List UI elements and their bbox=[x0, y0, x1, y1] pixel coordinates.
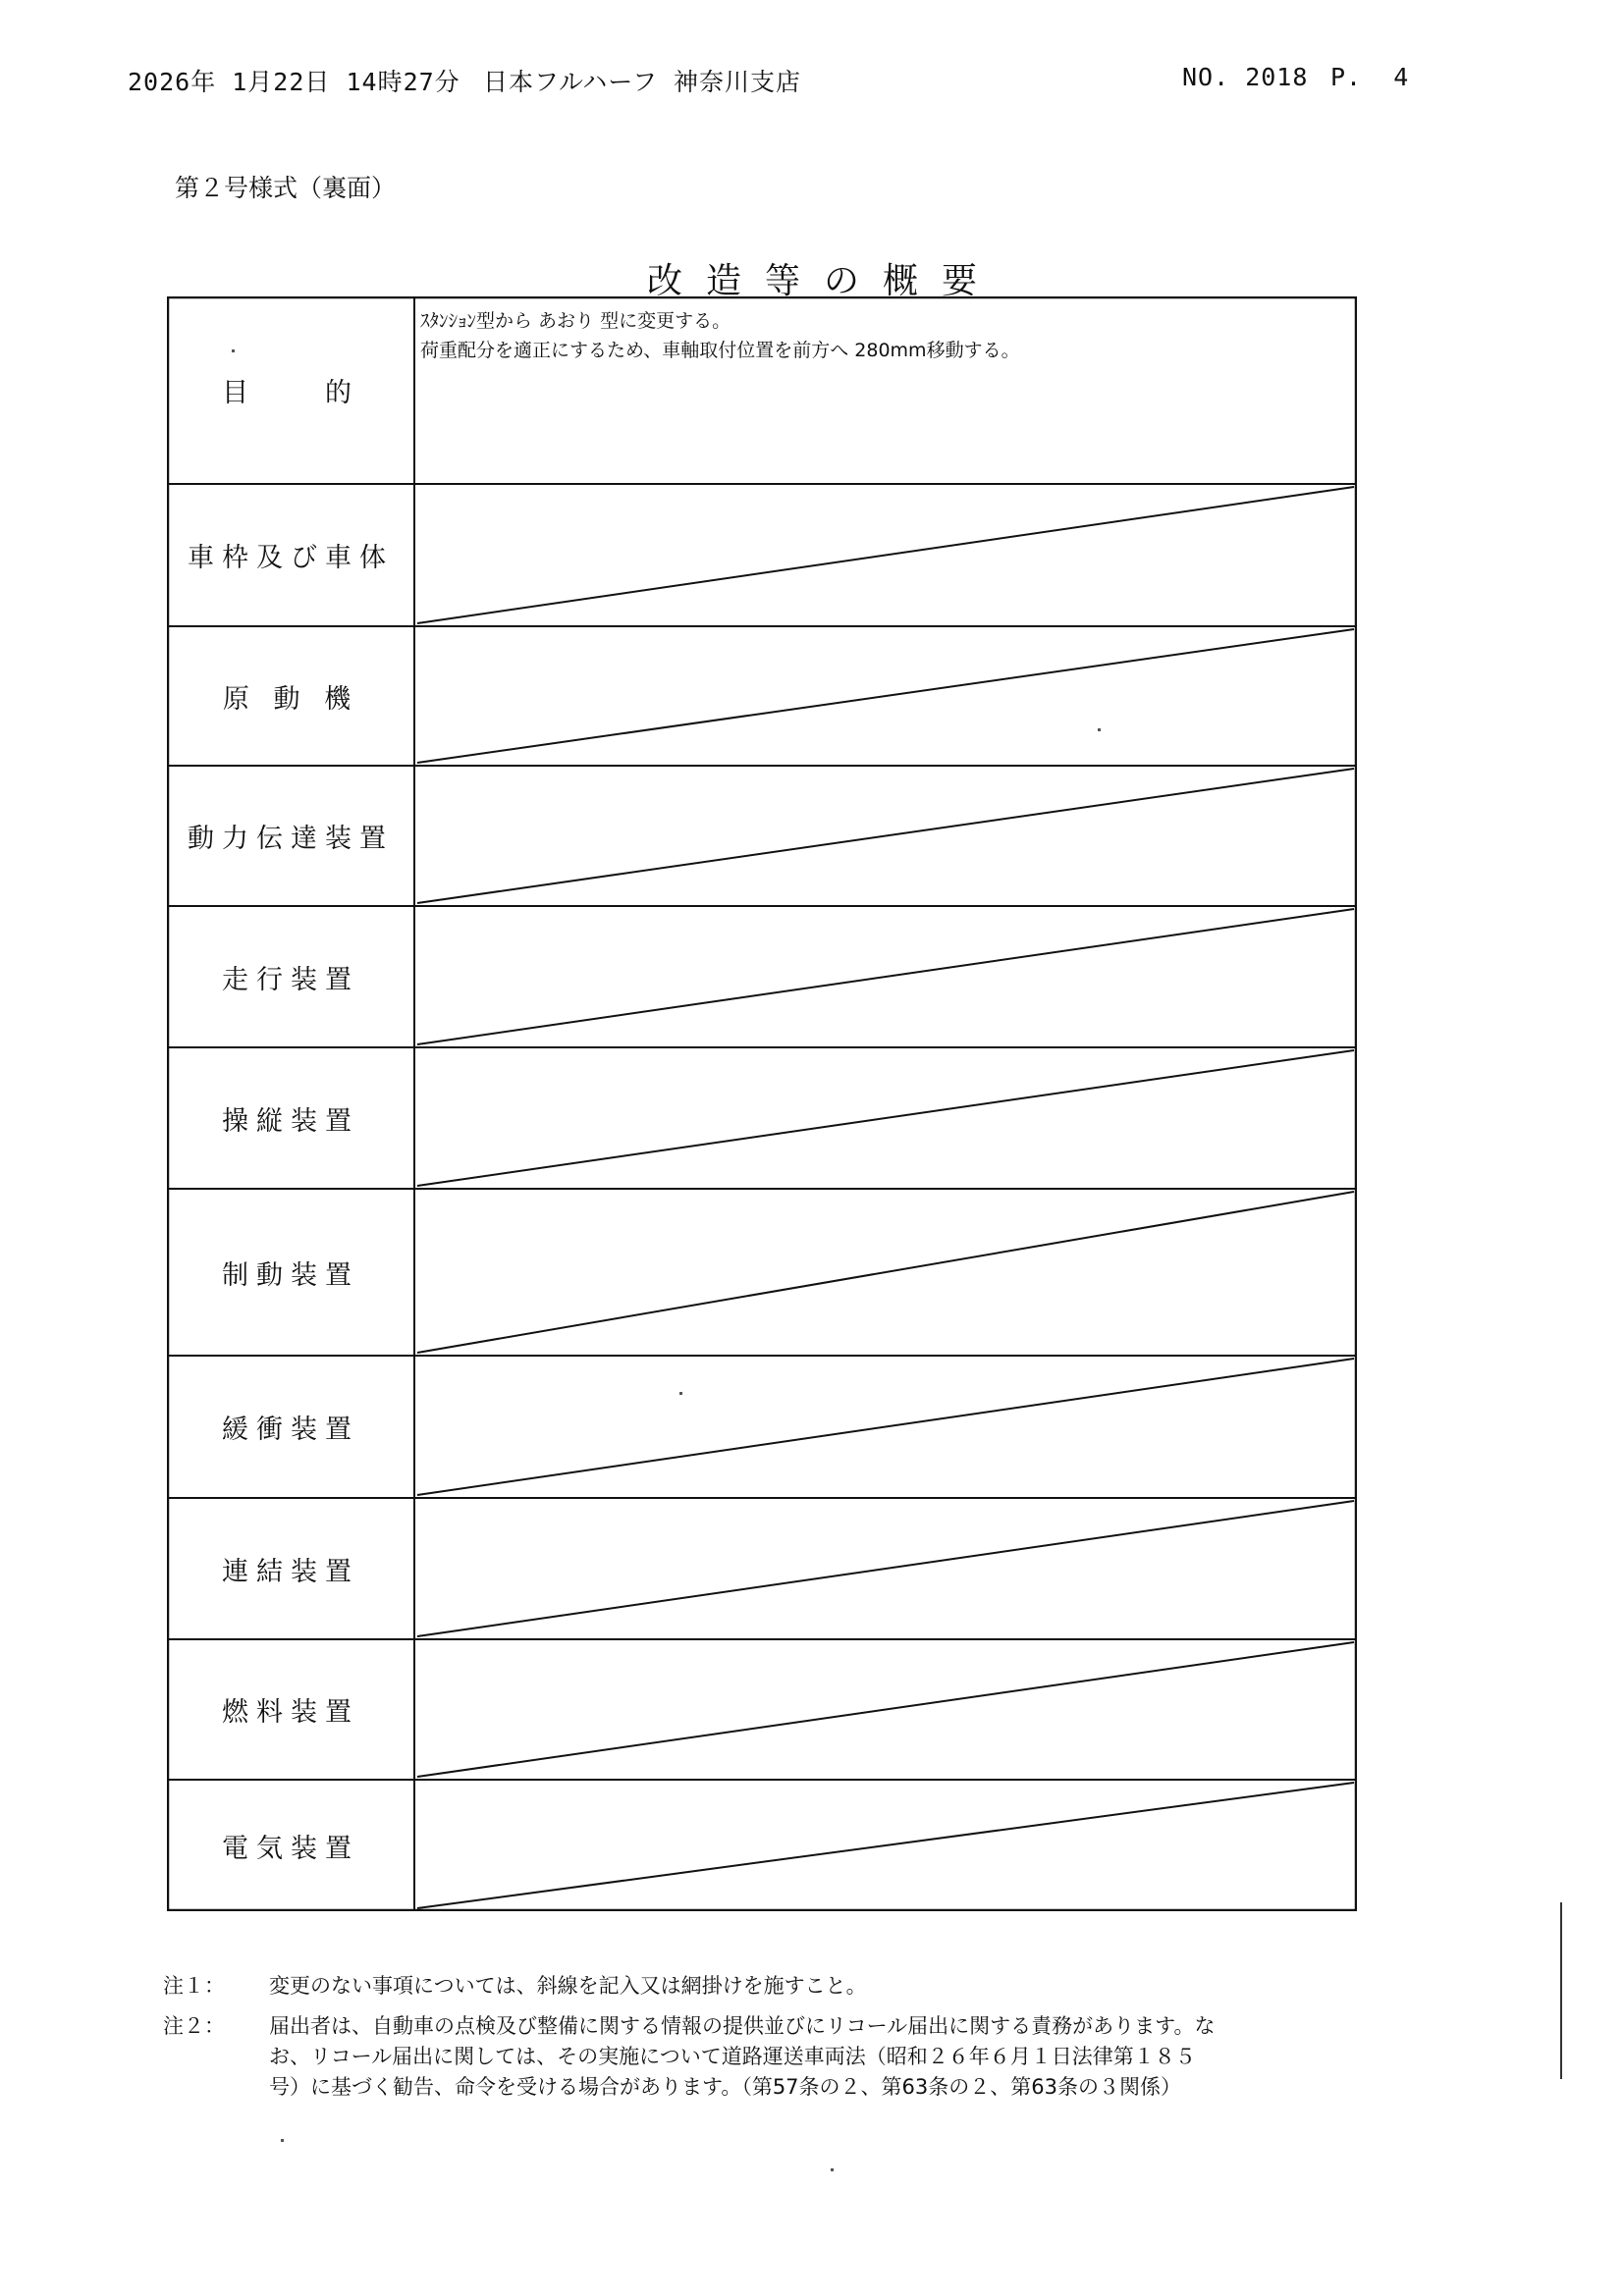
note-label: 注１： bbox=[163, 1974, 225, 1998]
form-number: 第２号様式（裏面） bbox=[175, 174, 397, 202]
row-label-steering: 操縦装置 bbox=[222, 1105, 359, 1137]
fax-page-number: P. 4 bbox=[1330, 63, 1410, 91]
note-1 bbox=[163, 1971, 1380, 2002]
notes bbox=[163, 1971, 1380, 2112]
form-title: 改造等の概要 bbox=[646, 261, 1001, 301]
row-label-power-transmission: 動力伝達装置 bbox=[188, 824, 394, 854]
row-label-braking: 制動装置 bbox=[222, 1259, 359, 1291]
row-label-running-gear: 走行装置 bbox=[222, 964, 359, 995]
strike-through-line bbox=[417, 1192, 1354, 1353]
note-line: 号）に基づく勧告、命令を受ける場合があります。（第57条の２、第63条の２、第63条の３関係） bbox=[269, 2075, 1181, 2099]
strike-through-line bbox=[417, 487, 1354, 623]
scan-speck bbox=[281, 2139, 284, 2142]
strike-through-line bbox=[417, 909, 1354, 1044]
fax-datetime: 2026年 1月22日 14時27分 bbox=[128, 68, 460, 96]
scan-speck bbox=[1098, 728, 1101, 731]
fax-number: NO. 2018 bbox=[1182, 63, 1309, 91]
scan-speck bbox=[232, 349, 235, 352]
fax-sender: 日本フルハーフ 神奈川支店 bbox=[483, 68, 802, 96]
row-label-purpose: 目 的 bbox=[222, 378, 359, 408]
scan-speck bbox=[831, 2168, 834, 2171]
row-label-electrical: 電気装置 bbox=[222, 1833, 359, 1864]
row-label-fuel: 燃料装置 bbox=[222, 1697, 359, 1728]
note-2 bbox=[163, 2011, 1380, 2103]
row-label-suspension: 緩衝装置 bbox=[222, 1415, 359, 1445]
fax-header bbox=[0, 63, 1624, 102]
purpose-line: ｽﾀﾝｼｮﾝ型から あおり 型に変更する。 bbox=[420, 310, 731, 332]
note-label: 注２： bbox=[163, 2014, 225, 2038]
note-line: 届出者は、自動車の点検及び整備に関する情報の提供並びにリコール届出に関する責務があります。な bbox=[269, 2014, 1216, 2038]
strike-through-line bbox=[417, 1783, 1354, 1908]
modification-summary-table bbox=[167, 296, 1357, 1911]
strike-through-line bbox=[417, 1359, 1354, 1495]
row-label-prime-mover: 原 動 機 bbox=[222, 683, 359, 715]
scan-margin-line bbox=[1560, 1902, 1562, 2079]
row-label-coupling: 連結装置 bbox=[222, 1556, 359, 1587]
strike-through-line bbox=[417, 1642, 1354, 1777]
note-line: お、リコール届出に関しては、その実施について道路運送車両法（昭和２６年６月１日法律第１８５ bbox=[269, 2045, 1196, 2068]
scan-speck bbox=[679, 1392, 682, 1395]
row-label-frame-and-body: 車枠及び車体 bbox=[188, 543, 394, 573]
strike-through-line bbox=[417, 1501, 1354, 1636]
purpose-text bbox=[420, 306, 1343, 365]
purpose-line: 荷重配分を適正にするため、車軸取付位置を前方へ 280mm移動する。 bbox=[420, 340, 1020, 361]
strike-through-line bbox=[417, 1050, 1354, 1186]
strike-through-line bbox=[417, 629, 1354, 763]
strike-through-line bbox=[417, 769, 1354, 903]
note-line: 変更のない事項については、斜線を記入又は網掛けを施すこと。 bbox=[269, 1974, 867, 1998]
